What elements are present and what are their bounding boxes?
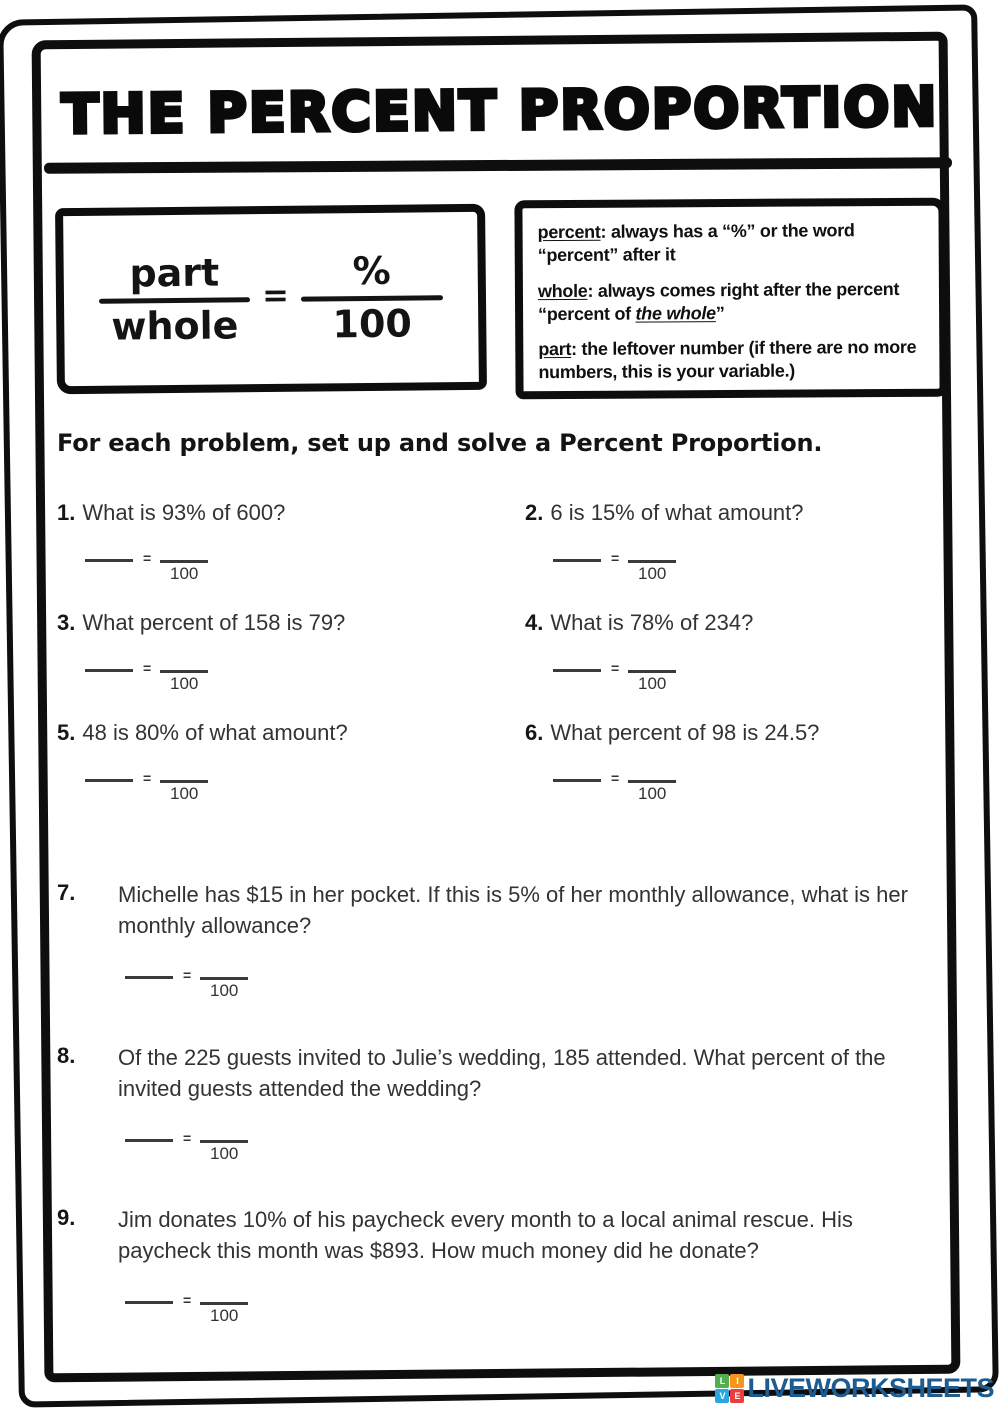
over-100-fraction[interactable]: 100 — [200, 1302, 248, 1326]
problem-4 — [525, 610, 753, 636]
answer-blank-4[interactable] — [553, 653, 676, 701]
liveworksheets-logo[interactable] — [715, 1373, 994, 1404]
over-100-fraction[interactable]: 100 — [628, 670, 676, 694]
problem-text: What percent of 158 is 79? — [82, 610, 346, 635]
over-100-fraction[interactable]: 100 — [160, 670, 208, 694]
problem-number: 2. — [525, 500, 544, 525]
definition-text: : always has a “%” or the word “percent” after it — [537, 220, 855, 266]
blank-fraction-line[interactable] — [85, 763, 133, 782]
definition-term: whole — [537, 280, 588, 301]
equals-sign: = — [183, 1130, 192, 1146]
part-whole-fraction — [111, 253, 239, 347]
fraction-bar — [99, 297, 250, 304]
fraction-bar — [301, 295, 443, 301]
answer-blank-8[interactable] — [125, 1123, 248, 1171]
equals-sign: = — [611, 770, 620, 786]
over-100-fraction[interactable]: 100 — [628, 780, 676, 804]
over-100-fraction[interactable]: 100 — [628, 560, 676, 584]
equals-sign: = — [143, 770, 152, 786]
problem-3 — [57, 610, 345, 636]
definition-emphasis: the whole — [635, 302, 716, 324]
instructions-text: For each problem, set up and solve a Percent Proportion. — [57, 429, 823, 457]
definition-text: : always comes right after the percent “percent of — [538, 278, 900, 324]
answer-blank-5[interactable] — [85, 763, 208, 811]
blank-fraction-line[interactable] — [85, 653, 133, 672]
problem-2 — [525, 500, 804, 526]
problem-number: 9. — [57, 1205, 76, 1230]
problem-number: 4. — [525, 610, 544, 635]
percent-proportion-formula-box — [55, 204, 487, 394]
problem-1 — [57, 500, 285, 526]
equals-sign: = — [611, 550, 620, 566]
blank-fraction-line[interactable] — [85, 543, 133, 562]
problem-text: Jim donates 10% of his paycheck every month to a local animal rescue. His paycheck this month was $893. How much money did he donate? — [118, 1207, 853, 1263]
equals-sign: = — [183, 967, 192, 983]
liveworksheets-logo-icon — [715, 1374, 744, 1403]
answer-blank-3[interactable] — [85, 653, 208, 701]
over-100-fraction[interactable]: 100 — [160, 780, 208, 804]
problem-number: 3. — [57, 610, 76, 635]
answer-blank-6[interactable] — [553, 763, 676, 811]
problem-6 — [525, 720, 819, 746]
problem-number: 8. — [57, 1043, 76, 1068]
fraction-numerator-part: part — [129, 251, 220, 296]
fraction-denominator-100: 100 — [332, 301, 413, 346]
blank-fraction-line[interactable] — [553, 543, 601, 562]
fraction-denominator-whole: whole — [111, 302, 239, 349]
answer-blank-2[interactable] — [553, 543, 676, 591]
definitions-box — [514, 198, 947, 400]
equals-sign: = — [183, 1292, 192, 1308]
equals-sign: = — [261, 275, 290, 315]
definition-part — [538, 336, 924, 384]
problem-text: 6 is 15% of what amount? — [550, 500, 804, 525]
problem-text: Of the 225 guests invited to Julie’s wedding, 185 attended. What percent of the invited guests attended the wedding? — [118, 1045, 886, 1101]
problem-9 — [57, 1205, 908, 1267]
problem-text: What is 78% of 234? — [550, 610, 754, 635]
definition-whole — [538, 278, 924, 326]
problem-number: 7. — [57, 880, 76, 905]
equals-sign: = — [611, 660, 620, 676]
blank-fraction-line[interactable] — [125, 960, 173, 979]
problem-number: 5. — [57, 720, 76, 745]
problem-5 — [57, 720, 348, 746]
problem-number: 6. — [525, 720, 544, 745]
logo-wordmark: LIVEWORKSHEETS — [747, 1373, 994, 1403]
definition-text: : the leftover number (if there are no more numbers, this is your variable.) — [538, 337, 917, 383]
page-title: THE PERCENT PROPORTION — [61, 75, 939, 146]
logo-square-l: L — [715, 1374, 729, 1388]
percent-100-fraction — [312, 251, 431, 345]
definition-term: part — [538, 339, 572, 360]
definition-text-tail: ” — [715, 302, 725, 323]
problem-text: 48 is 80% of what amount? — [82, 720, 348, 745]
problem-8 — [57, 1043, 908, 1105]
answer-blank-7[interactable] — [125, 960, 248, 1008]
answer-blank-1[interactable] — [85, 543, 208, 591]
blank-fraction-line[interactable] — [125, 1285, 173, 1304]
answer-blank-9[interactable] — [125, 1285, 248, 1333]
problem-text: What percent of 98 is 24.5? — [550, 720, 820, 745]
equals-sign: = — [143, 660, 152, 676]
fraction-numerator-percent: % — [352, 249, 391, 294]
problem-text: What is 93% of 600? — [82, 500, 286, 525]
equals-sign: = — [143, 550, 152, 566]
over-100-fraction[interactable]: 100 — [160, 560, 208, 584]
definition-percent — [538, 219, 924, 267]
over-100-fraction[interactable]: 100 — [200, 977, 248, 1001]
problem-7 — [57, 880, 908, 942]
logo-square-v: V — [715, 1389, 729, 1403]
over-100-fraction[interactable]: 100 — [200, 1140, 248, 1164]
logo-square-e: E — [730, 1389, 744, 1403]
blank-fraction-line[interactable] — [553, 763, 601, 782]
problem-number: 1. — [57, 500, 76, 525]
definition-term: percent — [537, 221, 601, 243]
blank-fraction-line[interactable] — [553, 653, 601, 672]
blank-fraction-line[interactable] — [125, 1123, 173, 1142]
logo-square-i: I — [730, 1374, 744, 1388]
problem-text: Michelle has $15 in her pocket. If this is 5% of her monthly allowance, what is her monthly allowance? — [118, 882, 908, 938]
